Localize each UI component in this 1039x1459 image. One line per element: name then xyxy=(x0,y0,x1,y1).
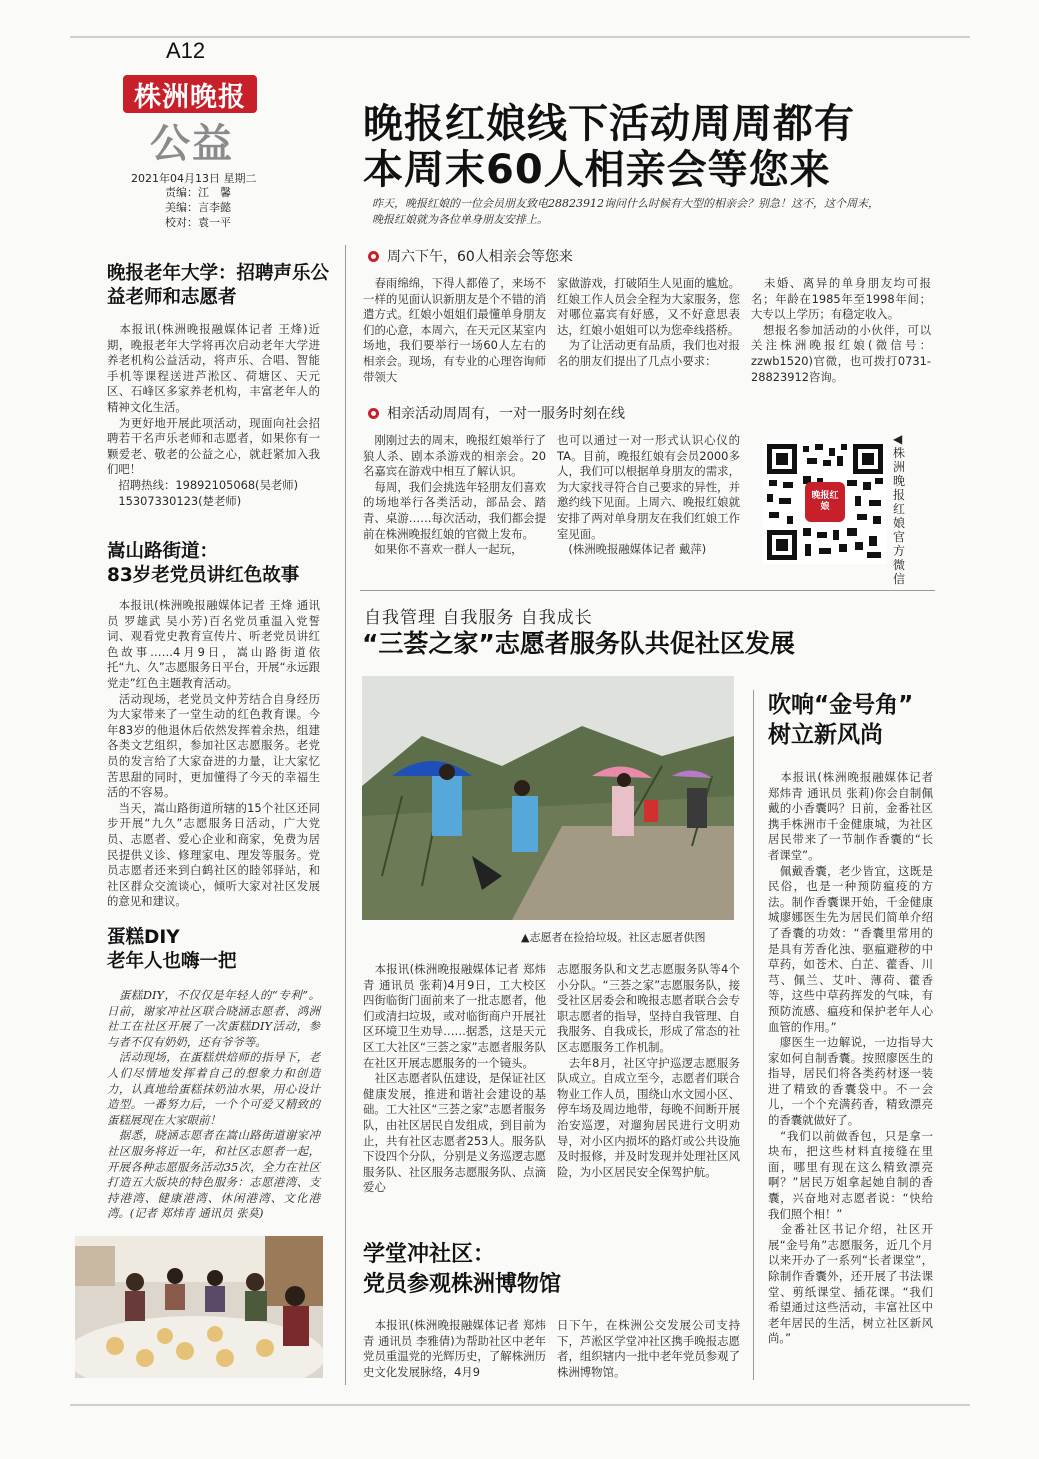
paper-logo xyxy=(123,75,257,113)
proofreader-credit: 校对：袁一平 xyxy=(165,216,231,229)
museum-col1: 本报讯(株洲晚报融媒体记者 郑炜青 通讯员 李雅倩)为帮助社区中老年党员重温党的光辉历史，了解株洲历史文化发展脉络，4月9 xyxy=(363,1318,546,1379)
left-article-2-body: 本报讯(株洲晚报融媒体记者 王烽 通讯员 罗雄武 吴小芳)百名党员重温入党誓词、观看党史教育宣传片、听老党员讲红色故事……4月9日，嵩山路街道依托“九、久”志愿服务日平台，开展“永远跟党走”红色主题教育活动。 活动现场，老党员文仲芳结合自身经历为大家带来了一堂生动的红色教育课。今年83岁的他退休后依然发挥着余热，组建各类文艺组织，参加社区志愿服务。老党员的发言给了大家奋进的力量，让大家忆苦思甜的同时，更加懂得了今天的幸福生活的不容易。 当天，嵩山路街道所辖的15个社区还同步开展“九久”志愿服务日活动，广大党员、志愿者、爱心企业和商家，免费为居民提供义诊、修理家电、理发等服务。党员志愿者还来到白鹤社区的睦邻驿站，和社区群众交流谈心，倾听大家对社区发展的意见和建议。 xyxy=(107,598,320,909)
lead-headline-line1: 晚报红娘线下活动周周都有 xyxy=(363,101,855,147)
section-name: 公益 xyxy=(150,120,234,167)
left-article-3-title: 蛋糕DIY 老年人也嗨一把 xyxy=(107,927,237,972)
cake-diy-photo xyxy=(75,1236,323,1378)
volunteers-photo xyxy=(362,676,734,920)
designer-credit: 美编：言李懿 xyxy=(165,201,231,214)
bottom-rule xyxy=(70,1404,970,1406)
paper-logo-text: 株洲晚报 xyxy=(134,81,246,113)
museum-article-title: 学堂冲社区： 党员参观株洲博物馆 xyxy=(363,1242,562,1297)
lead-headline-line2: 本周末60人相亲会等您来 xyxy=(363,147,831,193)
left-article-1-title: 晚报老年大学：招聘声乐公益老师和志愿者 xyxy=(107,263,330,308)
lead-bottom-divider xyxy=(360,590,935,591)
page-number: A12 xyxy=(166,38,206,63)
qr-badge-text: 晚报红娘 xyxy=(811,491,839,512)
subhead-weekly-text: 相亲活动周周有，一对一服务时刻在线 xyxy=(387,406,625,422)
subhead-saturday xyxy=(368,246,573,266)
sub1-col1: 春雨绵绵，下得人都倦了，来场不一样的见面认识新朋友是个不错的消遣方式。红娘小姐姐们最懂单身朋友们的心意，本周六，在天元区某室内场地，我们要举行一场60人左右的相亲会。现场，有专业的心理咨询师带领大 xyxy=(363,276,546,384)
sub1-col3: 未婚、离异的单身朋友均可报名；年龄在1985年至1998年间；大专以上学历；有稳定收入。 想报名参加活动的小伙伴，可以关注株洲晚报红娘(微信号：zzwb1520)官微，也可拨打0731-28823912咨询。 xyxy=(751,276,931,384)
right-article-body: 本报讯(株洲晚报融媒体记者 郑炜青 通讯员 张莉)你会自制佩戴的小香囊吗？日前，金番社区携手株洲市千金健康城，为社区居民带来了一节制作香囊的“长者课堂”。 佩戴香囊，老少皆宜，这既是民俗，也是一种预防瘟疫的方法。制作香囊课开始，千金健康城廖娜医生先为居民们简单介绍了香囊的功效：“香囊里常用的是具有芳香化浊、驱瘟避秽的中草药，如苍术、白芷、藿香、川芎、佩兰、艾叶、薄荷、藿香等，这些中草药挥发的气味，有预防流感、瘟疫和保护老年人心血管的作用。” 廖医生一边解说，一边指导大家如何自制香囊。按照廖医生的指导，居民们将各类药材逐一装进了精致的香囊袋中。不一会儿，一个个充满药香，精致漂亮的香囊就做好了。 “我们以前做香包，只是拿一块布，把这些材料直接缝在里面，哪里有现在这么精致漂亮啊？”居民万姐拿起她自制的香囊，兴奋地对志愿者说：“快给我们照个相！” 金番社区书记介绍，社区开展“金号角”志愿服务，近几个月以来开办了一系列“长者课堂”，除制作香囊外，还开展了书法课堂、剪纸课堂、插花课。“我们希望通过这些活动，丰富社区中老年居民的生活，树立社区新风尚。” xyxy=(768,770,933,1346)
subhead-weekly xyxy=(368,403,625,423)
sub1-col2: 家做游戏，打破陌生人见面的尴尬。红娘工作人员会全程为大家服务，您对哪位嘉宾有好感，又不好意思表达，红娘小姐姐可以为您牵线搭桥。 为了让活动更有品质，我们也对报名的朋友们提出了几点小要求： xyxy=(557,276,740,368)
left-article-1-body: 本报讯(株洲晚报融媒体记者 王烽)近期，晚报老年大学将再次启动老年大学进养老机构公益活动，将声乐、合唱、智能手机等课程送进芦淞区、荷塘区、天元区、石峰区多家养老机构，丰富老年人的精神文化生活。 为更好地开展此项活动，现面向社会招聘若干名声乐老师和志愿者，如果你有一颗爱老、敬老的公益之心，就赶紧加入我们吧！ 招聘热线：19892105068(吴老师) 15307330123(楚老师) xyxy=(107,322,320,508)
qr-badge xyxy=(805,482,845,522)
feature-col2: 志愿服务队和文艺志愿服务队等4个小分队。“三荟之家”志愿服务队，接受社区居委会和晚报志愿者联合会专职志愿者的指导，坚持自我管理、自我服务、自我成长，形成了常态的社区志愿服务工作机制。 去年8月，社区守护巡逻志愿服务队成立。自成立至今，志愿者们联合物业工作人员，围绕山水文园小区、停车场及周边地带，每晚不间断开展治安巡逻，对遛狗居民进行文明劝导，对小区内损坏的路灯或公共设施及时报修，并及时发现并处理社区风险，为小区居民安全保驾护航。 xyxy=(557,962,740,1179)
feature-title: “三荟之家”志愿者服务队共促社区发展 xyxy=(362,629,795,658)
right-article-title: 吹响“金号角” 树立新风尚 xyxy=(768,692,914,748)
sub2-col1: 刚刚过去的周末，晚报红娘举行了狼人杀、剧本杀游戏的相亲会。20名嘉宾在游戏中相互了解认识。 每周，我们会挑选年轻朋友们喜欢的场地举行各类活动，部品会、踏青、桌游……每次活动，我们都会提前在株洲晚报红娘的官微上发布。 如果你不喜欢一群人一起玩， xyxy=(363,433,546,557)
lead-intro: 昨天，晚报红娘的一位会员朋友致电28823912询问什么时候有大型的相亲会？别急！这不，这个周末， 晚报红娘就为各位单身朋友安排上。 xyxy=(372,197,879,226)
left-column-divider xyxy=(345,245,346,1385)
right-column-divider xyxy=(753,690,754,1380)
feature-col1: 本报讯(株洲晚报融媒体记者 郑炜青 通讯员 张莉)4月9日，工大校区四街临街门面前来了一批志愿者，他们或清扫垃圾，或对临街商户开展社区环境卫生劝导……据悉，这是天元区工大社区“三荟之家”志愿者服务队在社区开展志愿服务的一个镜头。 社区志愿者队伍建设，是保证社区健康发展，推进和谐社会建设的基础。工大社区“三荟之家”志愿者服务队，由社区居民自发组成，到目前为止，共有社区志愿者253人。服务队下设四个分队，分别是义务巡逻志愿服务队、社区服务志愿服务队、点滴爱心 xyxy=(363,962,546,1195)
volunteers-photo-caption: ▲志愿者在捡拾垃圾。社区志愿者供图 xyxy=(521,931,706,944)
museum-col2: 日下午，在株洲公交发展公司支持下，芦淞区学堂冲社区携手晚报志愿者，组织辖内一批中老年党员参观了株洲博物馆。 xyxy=(557,1318,740,1379)
red-ring-icon xyxy=(368,408,379,419)
sub2-col2: 也可以通过一对一形式认识心仪的TA。目前，晚报红娘有会员2000多人，我们可以根据单身朋友的需求，为大家找寻符合自己要求的异性，并邀约线下见面。上周六、晚报红娘就安排了两对单身朋友在我们红娘工作室见面。 (株洲晚报融媒体记者 戴萍) xyxy=(557,433,740,557)
red-ring-icon xyxy=(368,251,379,262)
issue-date: 2021年04月13日 星期二 xyxy=(131,172,257,185)
editor-credit: 责编：江 馨 xyxy=(165,186,231,199)
subhead-saturday-text: 周六下午，60人相亲会等您来 xyxy=(387,249,573,265)
left-article-2-title: 嵩山路街道： 83岁老党员讲红色故事 xyxy=(107,541,300,586)
qr-caption: ◀株洲晚报红娘官方微信 xyxy=(893,432,906,586)
left-article-3-body: 蛋糕DIY，不仅仅是年轻人的“专利”。日前，谢家冲社区联合晓涵志愿者、鸿洲社工在社区开展了一次蛋糕DIY活动，参与者不仅有奶奶，还有爷爷等。 活动现场，在蛋糕烘焙师的指导下，老人们尽情地发挥着自己的想象力和创造力，认真地给蛋糕抹奶油水果，用心设计造型。一番努力后，一个个可爱又精致的蛋糕展现在大家眼前！ 据悉，晓涵志愿者在嵩山路街道谢家冲社区服务将近一年，和社区志愿者一起，开展各种志愿服务活动35次，全力在社区打造五大版块的特色服务：志愿港湾、支持港湾、健康港湾、休闲港湾、文化港湾。(记者 郑炜青 通讯员 张莫) xyxy=(107,988,320,1221)
feature-kicker: 自我管理 自我服务 自我成长 xyxy=(364,608,593,628)
